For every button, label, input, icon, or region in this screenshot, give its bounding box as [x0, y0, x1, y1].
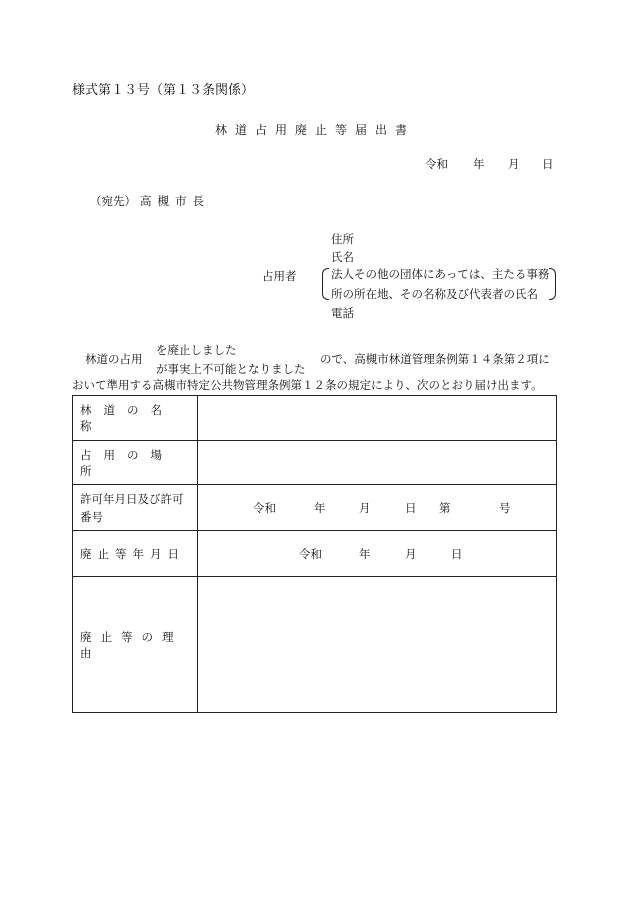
applicant-role-label: 占用者 — [262, 269, 297, 283]
body-continuation: ので、高槻市林道管理条例第１４条第２項に — [320, 352, 550, 366]
notification-table — [72, 395, 557, 713]
permit-info-label — [73, 485, 198, 531]
table-row-occupancy-place — [73, 441, 557, 485]
abolition-reason-field[interactable] — [198, 577, 557, 713]
forest-road-name-field[interactable] — [198, 396, 557, 441]
form-number: 様式第１３号（第１３条関係） — [72, 83, 255, 98]
abolition-year-label: 年 — [359, 546, 371, 561]
address-label: 住所 — [331, 232, 354, 246]
occupancy-place-label: 占用の場所 — [73, 441, 198, 485]
abolition-date-label: 廃止等年月日 — [73, 531, 198, 577]
table-row-forest-road-name — [73, 396, 557, 441]
permit-info-label-line2: 番号 — [80, 509, 103, 524]
table-row-abolition-date — [73, 531, 557, 577]
abolition-reason-label: 廃止等の理由 — [73, 577, 198, 713]
date-day-label: 日 — [542, 157, 554, 171]
date-era: 令和 — [425, 157, 448, 171]
note-bracket-right — [549, 268, 556, 300]
abolition-day-label: 日 — [451, 546, 463, 561]
permit-info-field[interactable] — [198, 485, 557, 531]
date-year-label: 年 — [473, 157, 485, 171]
corporate-note-line1: 法人その他の団体にあっては、主たる事務 — [331, 267, 550, 281]
occupancy-place-field[interactable] — [198, 441, 557, 485]
permit-era: 令和 — [253, 500, 276, 515]
abolition-month-label: 月 — [405, 546, 417, 561]
permit-year-label: 年 — [314, 500, 326, 515]
permit-day-label: 日 — [405, 500, 417, 515]
permit-number-prefix: 第 — [439, 500, 451, 515]
name-label: 氏名 — [331, 250, 354, 264]
body-lead: 林道の占用 — [85, 352, 143, 366]
table-row-abolition-reason — [73, 577, 557, 713]
permit-month-label: 月 — [359, 500, 371, 515]
permit-number-suffix: 号 — [499, 500, 511, 515]
document-title: 林道占用廃止等届出書 — [214, 123, 415, 137]
corporate-note-line2: 所の所在地、その名称及び代表者の氏名 — [331, 287, 538, 301]
body-line2: おいて準用する高槻市特定公共物管理条例第１２条の規定により、次のとおり届け出ます。 — [72, 378, 543, 392]
permit-info-label-line1: 許可年月日及び許可 — [80, 491, 184, 506]
addressee-prefix: （宛先） — [90, 194, 136, 208]
table-row-permit-info — [73, 485, 557, 531]
forest-road-name-label: 林道の名称 — [73, 396, 198, 441]
abolition-era: 令和 — [299, 546, 322, 561]
phone-label: 電話 — [331, 306, 354, 320]
body-option-abolished: を廃止しました — [156, 343, 237, 357]
note-bracket-left — [322, 268, 329, 300]
body-option-impossible: が事実上不可能となりました — [156, 362, 306, 376]
date-month-label: 月 — [508, 157, 520, 171]
addressee — [90, 193, 210, 209]
addressee-mayor: 高槻市長 — [140, 194, 210, 208]
abolition-date-field[interactable] — [198, 531, 557, 577]
